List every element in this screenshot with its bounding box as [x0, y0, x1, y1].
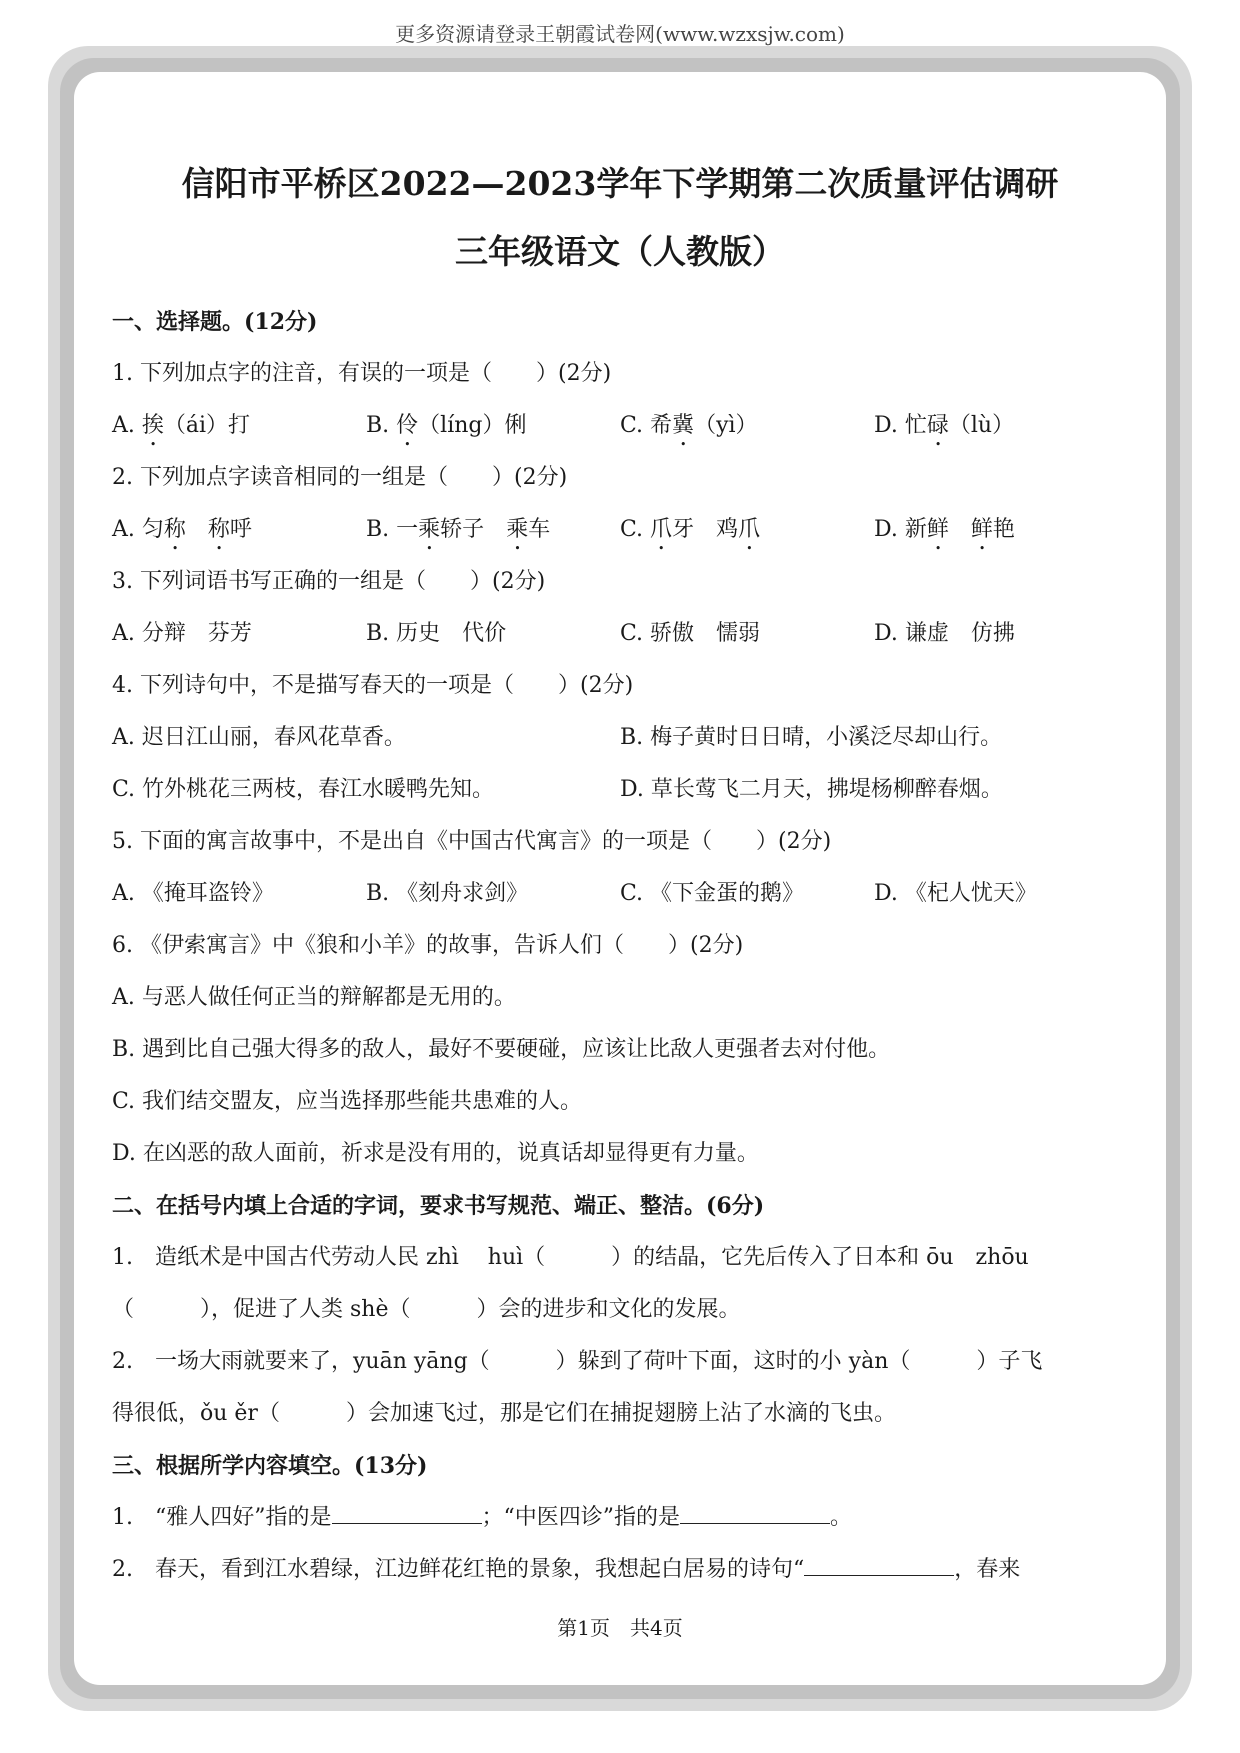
answer-blank[interactable] — [680, 1503, 830, 1524]
option-d: D. 草长莺飞二月天，拂堤杨柳醉春烟。 — [620, 777, 1003, 802]
option-c: C. 我们结交盟友，应当选择那些能共患难的人。 — [112, 1089, 583, 1114]
question-1-options — [112, 400, 1128, 452]
exam-content — [112, 150, 1128, 1596]
option-b: B. 梅子黄时日日晴，小溪泛尽却山行。 — [620, 725, 1003, 750]
option-b: B. 伶（líng）俐 — [366, 413, 527, 438]
fill-question-2-line2: 得很低，ǒu ěr（ ）会加速飞过，那是它们在捕捉翅膀上沾了水滴的飞虫。 — [112, 1401, 896, 1426]
option-c: C. 爪牙 鸡爪 — [620, 517, 761, 542]
option-d: D. 在凶恶的敌人面前，祈求是没有用的，说真话却显得更有力量。 — [112, 1141, 759, 1166]
option-d: D. 忙碌（lù） — [874, 413, 1015, 438]
option-c: C. 《下金蛋的鹅》 — [620, 881, 805, 906]
question-4-options-row2 — [112, 764, 1128, 816]
option-a: A. 迟日江山丽，春风花草香。 — [112, 725, 406, 750]
question-1: 1. 下列加点字的注音，有误的一项是（ ）(2分) — [112, 361, 612, 386]
question-5: 5. 下面的寓言故事中，不是出自《中国古代寓言》的一项是（ ）(2分) — [112, 829, 832, 854]
page-footer: 第1页 共4页 — [557, 1616, 683, 1640]
fill-blank-question-2: 2. 春天，看到江水碧绿，江边鲜花红艳的景象，我想起白居易的诗句“ ，春来 — [112, 1557, 1021, 1582]
exam-title: 信阳市平桥区2022—2023学年下学期第二次质量评估调研 — [181, 164, 1059, 203]
question-6: 6. 《伊索寓言》中《狼和小羊》的故事，告诉人们（ ）(2分) — [112, 933, 744, 958]
answer-blank[interactable] — [332, 1503, 482, 1524]
fill-question-1-line1: 1. 造纸术是中国古代劳动人民 zhì huì（ ）的结晶，它先后传入了日本和 ōu zhōu — [112, 1245, 1029, 1270]
option-a: A. 匀称 称呼 — [112, 517, 252, 542]
option-d: D. 新鲜 鲜艳 — [874, 517, 1015, 542]
question-2: 2. 下列加点字读音相同的一组是（ ）(2分) — [112, 465, 568, 490]
exam-subtitle: 三年级语文（人教版） — [455, 232, 785, 271]
question-4: 4. 下列诗句中，不是描写春天的一项是（ ）(2分) — [112, 673, 634, 698]
question-4-options-row1 — [112, 712, 1128, 764]
option-b: B. 历史 代价 — [366, 621, 507, 646]
option-c: C. 希冀（yì） — [620, 413, 758, 438]
answer-blank[interactable] — [804, 1555, 954, 1576]
fill-question-2-line1: 2. 一场大雨就要来了，yuān yāng（ ）躲到了荷叶下面，这时的小 yàn（ ）子飞 — [112, 1349, 1043, 1374]
fill-question-1-line2: （ ），促进了人类 shè（ ）会的进步和文化的发展。 — [112, 1297, 741, 1322]
question-3-options — [112, 608, 1128, 660]
question-2-options — [112, 504, 1128, 556]
fill-blank-question-1: 1. “雅人四好”指的是 ；“中医四诊”指的是 。 — [112, 1505, 853, 1530]
option-a: A. 挨（ái）打 — [112, 413, 251, 438]
option-a: A. 《掩耳盗铃》 — [112, 881, 274, 906]
option-b: B. 一乘轿子 乘车 — [366, 517, 551, 542]
section-heading-3: 三、根据所学内容填空。(13分) — [112, 1453, 428, 1479]
section-heading-1: 一、选择题。(12分) — [112, 309, 318, 335]
section-heading-2: 二、在括号内填上合适的字词，要求书写规范、端正、整洁。(6分) — [112, 1193, 765, 1219]
option-b: B. 遇到比自己强大得多的敌人，最好不要硬碰，应该让比敌人更强者去对付他。 — [112, 1037, 891, 1062]
option-b: B. 《刻舟求剑》 — [366, 881, 529, 906]
option-d: D. 《杞人忧天》 — [874, 881, 1037, 906]
option-a: A. 分辩 芬芳 — [112, 621, 252, 646]
question-5-options — [112, 868, 1128, 920]
option-a: A. 与恶人做任何正当的辩解都是无用的。 — [112, 985, 516, 1010]
option-d: D. 谦虚 仿拂 — [874, 621, 1015, 646]
question-3: 3. 下列词语书写正确的一组是（ ）(2分) — [112, 569, 546, 594]
watermark: 更多资源请登录王朝霞试卷网(www.wzxsjw.com) — [395, 22, 845, 46]
option-c: C. 骄傲 懦弱 — [620, 621, 761, 646]
option-c: C. 竹外桃花三两枝，春江水暖鸭先知。 — [112, 777, 495, 802]
